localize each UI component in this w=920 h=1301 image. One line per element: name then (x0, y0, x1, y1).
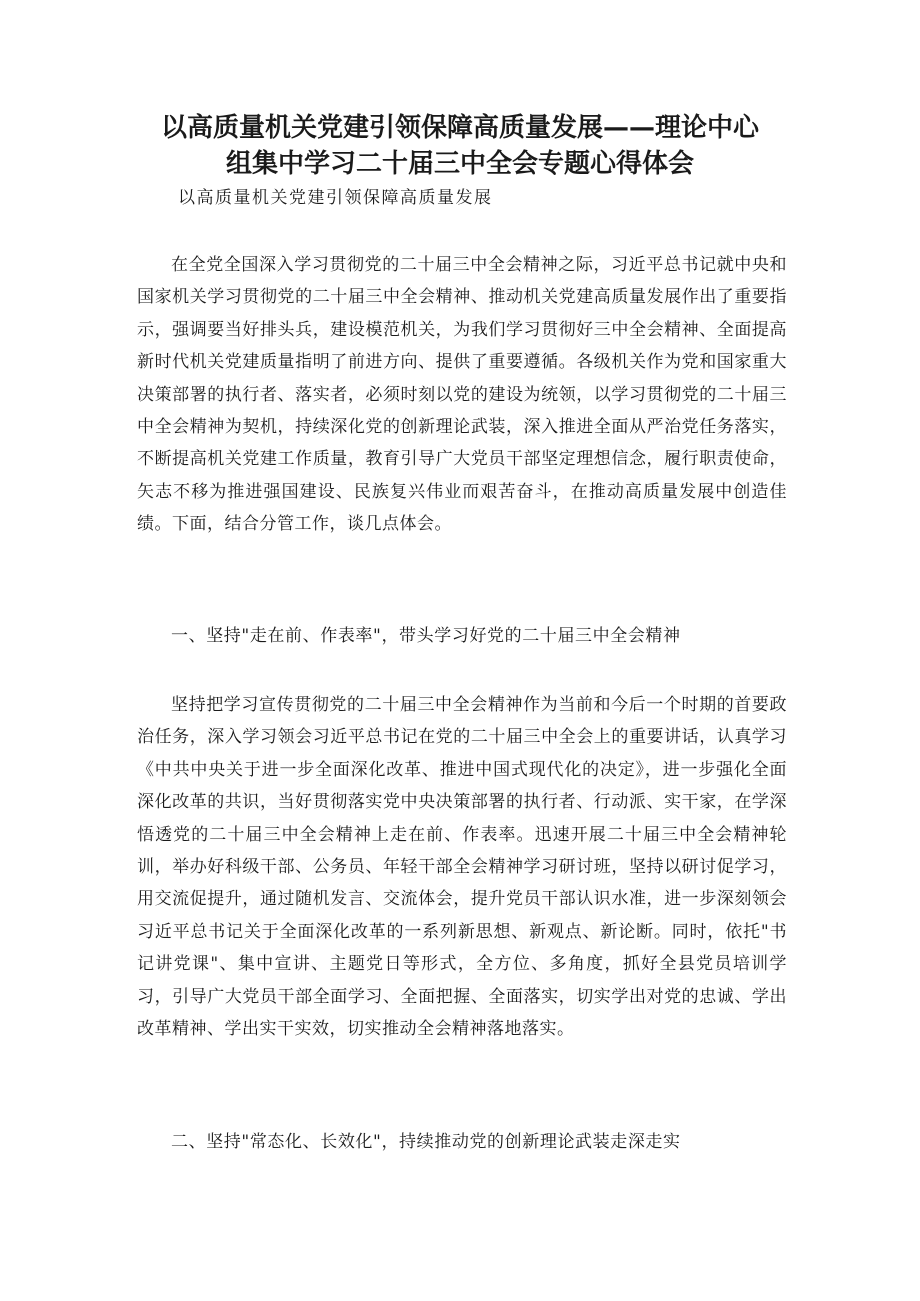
section-heading-1: 一、坚持"走在前、作表率"，带头学习好党的二十届三中全会精神 (171, 626, 681, 646)
document-title-line-2: 组集中学习二十届三中全会专题心得体会 (225, 149, 694, 179)
document-subtitle: 以高质量机关党建引领保障高质量发展 (178, 188, 493, 208)
document-title-line-1: 以高质量机关党建引领保障高质量发展——理论中心 (160, 113, 759, 143)
body-paragraph-2: 坚持把学习宣传贯彻党的二十届三中全会精神作为当前和今后一个时期的首要政治任务，深入学习领会习近平总书记在党的二十届三中全会上的重要讲话，认真学习《中共中央关于进一步全面深化改革、推进中国式现代化的决定》，进一步强化全面深化改革的共识，当好贯彻落实党中央决策部署的执行者、行动派、实干家，在学深悟透党的二十届三中全会精神上走在前、作表率。迅速开展二十届三中全会精神轮训，举办好科级干部、公务员、年轻干部全会精神学习研讨班，坚持以研讨促学习，用交流促提升，通过随机发言、交流体会，提升党员干部认识水准，进一步深刻领会习近平总书记关于全面深化改革的一系列新思想、新观点、新论断。同时，依托"书记讲党课"、集中宣讲、主题党日等形式，全方位、多角度，抓好全县党员培训学习，引导广大党员干部全面学习、全面把握、全面落实，切实学出对党的忠诚、学出改革精神、学出实干实效，切实推动全会精神落地落实。 (137, 695, 787, 1040)
section-heading-2: 二、坚持"常态化、长效化"，持续推动党的创新理论武装走深走实 (171, 1132, 681, 1152)
body-paragraph-1: 在全党全国深入学习贯彻党的二十届三中全会精神之际，习近平总书记就中央和国家机关学习贯彻党的二十届三中全会精神、推动机关党建高质量发展作出了重要指示，强调要当好排头兵，建设模范机关，为我们学习贯彻好三中全会精神、全面提高新时代机关党建质量指明了前进方向、提供了重要遵循。各级机关作为党和国家重大决策部署的执行者、落实者，必须时刻以党的建设为统领，以学习贯彻党的二十届三中全会精神为契机，持续深化党的创新理论武装，深入推进全面从严治党任务落实，不断提高机关党建工作质量，教育引导广大党员干部坚定理想信念，履行职责使命，矢志不移为推进强国建设、民族复兴伟业而艰苦奋斗，在推动高质量发展中创造佳绩。下面，结合分管工作，谈几点体会。 (137, 255, 787, 535)
